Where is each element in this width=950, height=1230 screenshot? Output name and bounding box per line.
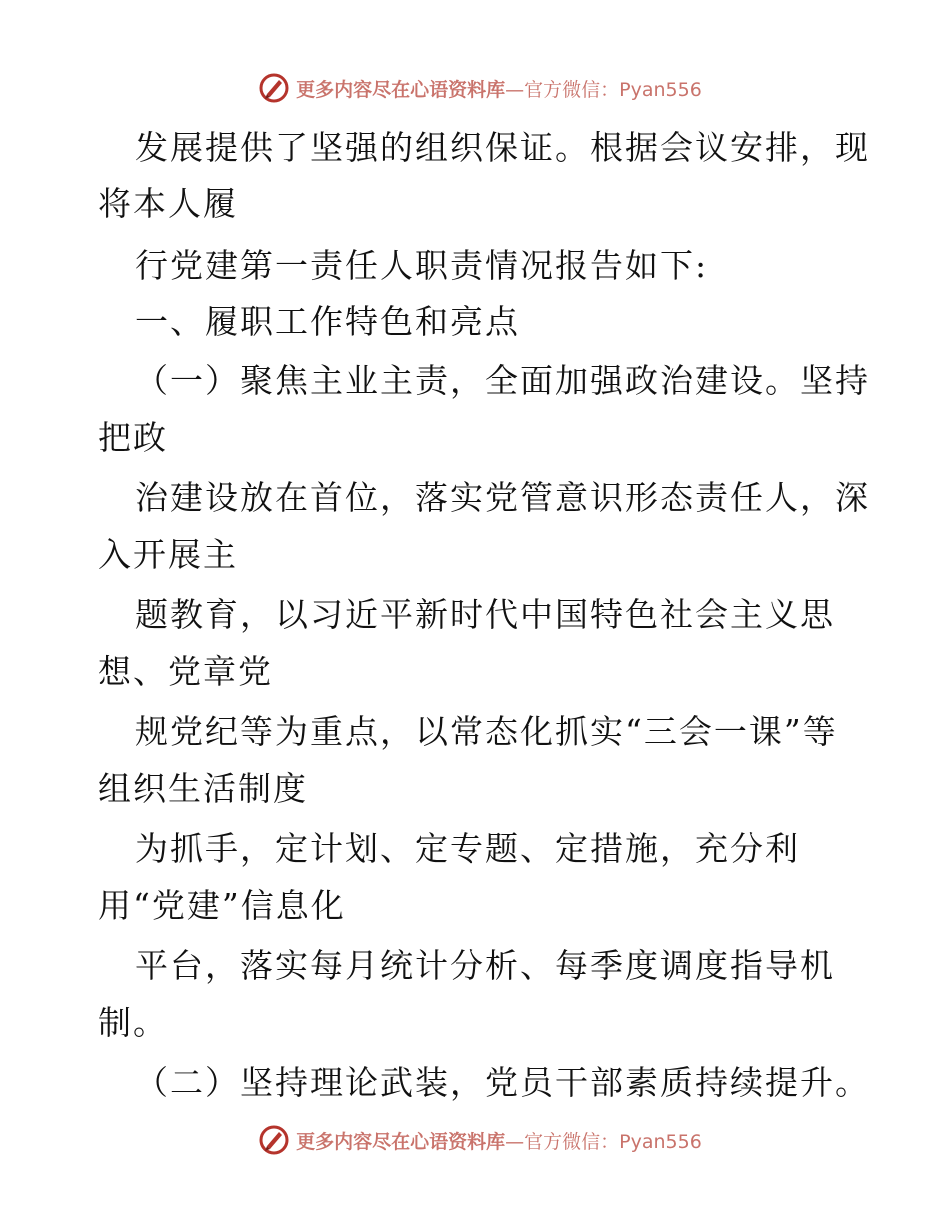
- text-line: 入开展主: [98, 535, 238, 574]
- text-line: 组织生活制度: [98, 769, 308, 808]
- watermark-brand: 更多内容尽在心语资料库: [296, 1130, 506, 1153]
- text-line: 用“党建”信息化: [98, 886, 346, 925]
- text-line: （一）聚焦主业主责，全面加强政治建设。坚持: [135, 361, 870, 400]
- text-line: 把政: [98, 418, 168, 457]
- pen-circle-logo-icon: [258, 1124, 290, 1156]
- text-line: 行党建第一责任人职责情况报告如下:: [135, 246, 709, 285]
- text-line: 发展提供了坚强的组织保证。根据会议安排，现: [135, 128, 870, 167]
- text-line: 为抓手，定计划、定专题、定措施，充分利: [135, 829, 800, 868]
- text-line: 治建设放在首位，落实党管意识形态责任人，深: [135, 478, 870, 517]
- text-line: 题教育，以习近平新时代中国特色社会主义思: [135, 595, 835, 634]
- watermark-contact: —官方微信：Pyan556: [505, 78, 702, 101]
- watermark-brand: 更多内容尽在心语资料库: [296, 78, 506, 101]
- text-line: 平台，落实每月统计分析、每季度调度指导机: [135, 946, 835, 985]
- text-line: 将本人履: [98, 184, 238, 223]
- watermark-contact: —官方微信：Pyan556: [505, 1130, 702, 1153]
- pen-circle-logo-icon: [258, 72, 290, 104]
- text-line: 想、党章党: [98, 652, 273, 691]
- text-line: （二）坚持理论武装，党员干部素质持续提升。: [135, 1063, 870, 1102]
- section-heading: 一、履职工作特色和亮点: [135, 302, 520, 341]
- header-watermark: [0, 68, 950, 108]
- text-line: 制。: [98, 1003, 168, 1042]
- text-line: 规党纪等为重点，以常态化抓实“三会一课”等: [135, 712, 838, 751]
- footer-watermark: [0, 1120, 950, 1160]
